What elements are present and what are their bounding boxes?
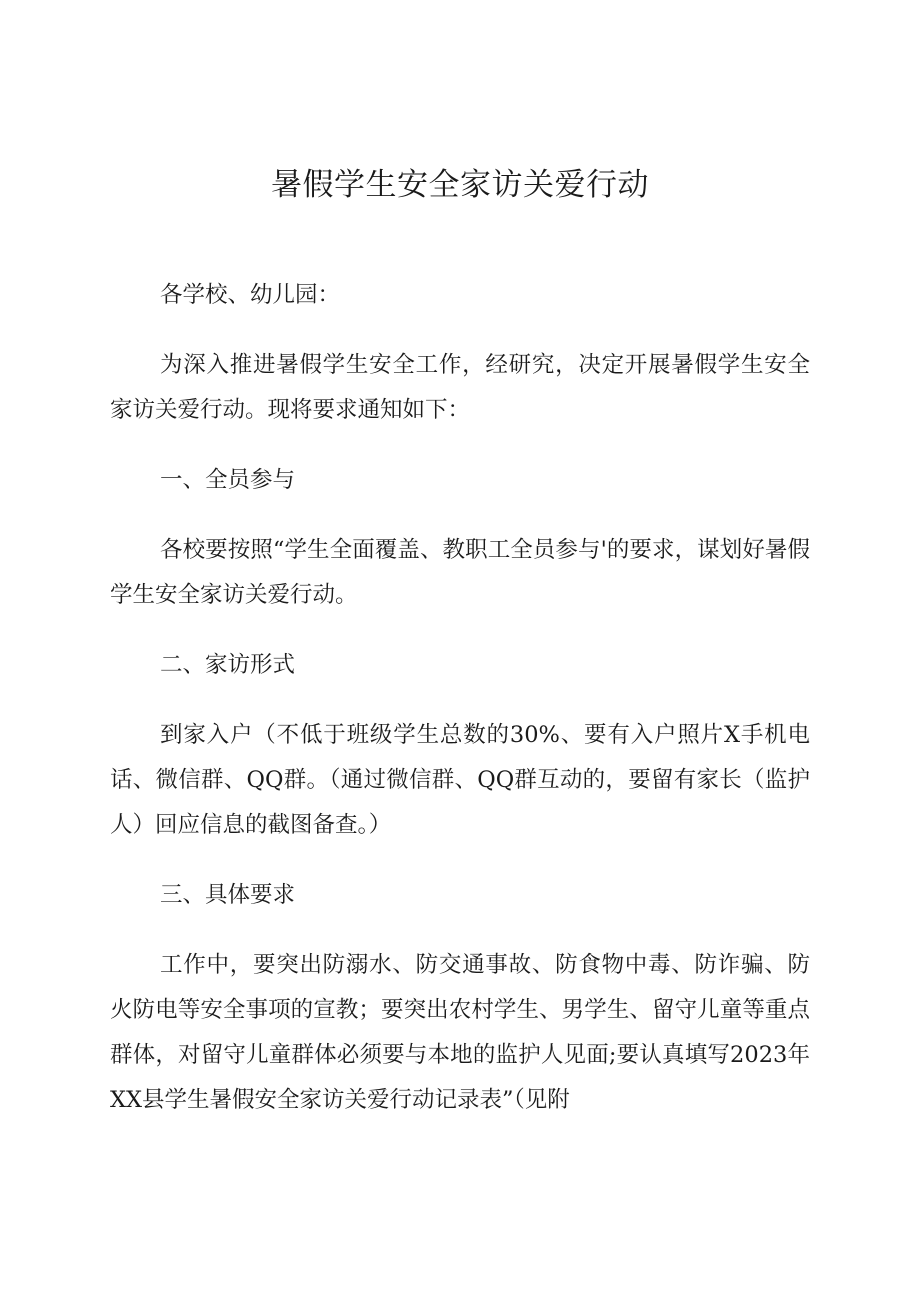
document-title: 暑假学生安全家访关爱行动: [271, 167, 649, 203]
document-body: [110, 273, 810, 1148]
section-heading-1: 一、全员参与: [160, 467, 296, 493]
section-text-3: 工作中，要突出防溺水、防交通事故、防食物中毒、防诈骗、防火防电等安全事项的宣教；要突出农村学生、男学生、留守儿童等重点群体，对留守儿童群体必须要与本地的监护人见面;要认真填写2023年XX县学生暑假安全家访关爱行动记录表”（见附: [110, 952, 810, 1113]
salutation: 各学校、幼儿园：: [160, 282, 341, 308]
section-text-1: 各校要按照“学生全面覆盖、教职工全员参与'的要求，谋划好暑假学生安全家访关爱行动。: [110, 537, 810, 608]
intro-paragraph: 为深入推进暑假学生安全工作，经研究，决定开展暑假学生安全家访关爱行动。现将要求通知如下：: [110, 352, 810, 423]
section-heading-3: 三、具体要求: [160, 882, 296, 908]
section-text-2: 到家入户（不低于班级学生总数的30%、要有入户照片X手机电话、微信群、QQ群。（通过微信群、QQ群互动的，要留有家长（监护人）回应信息的截图备查。）: [110, 722, 810, 838]
section-heading-2: 二、家访形式: [160, 652, 296, 678]
